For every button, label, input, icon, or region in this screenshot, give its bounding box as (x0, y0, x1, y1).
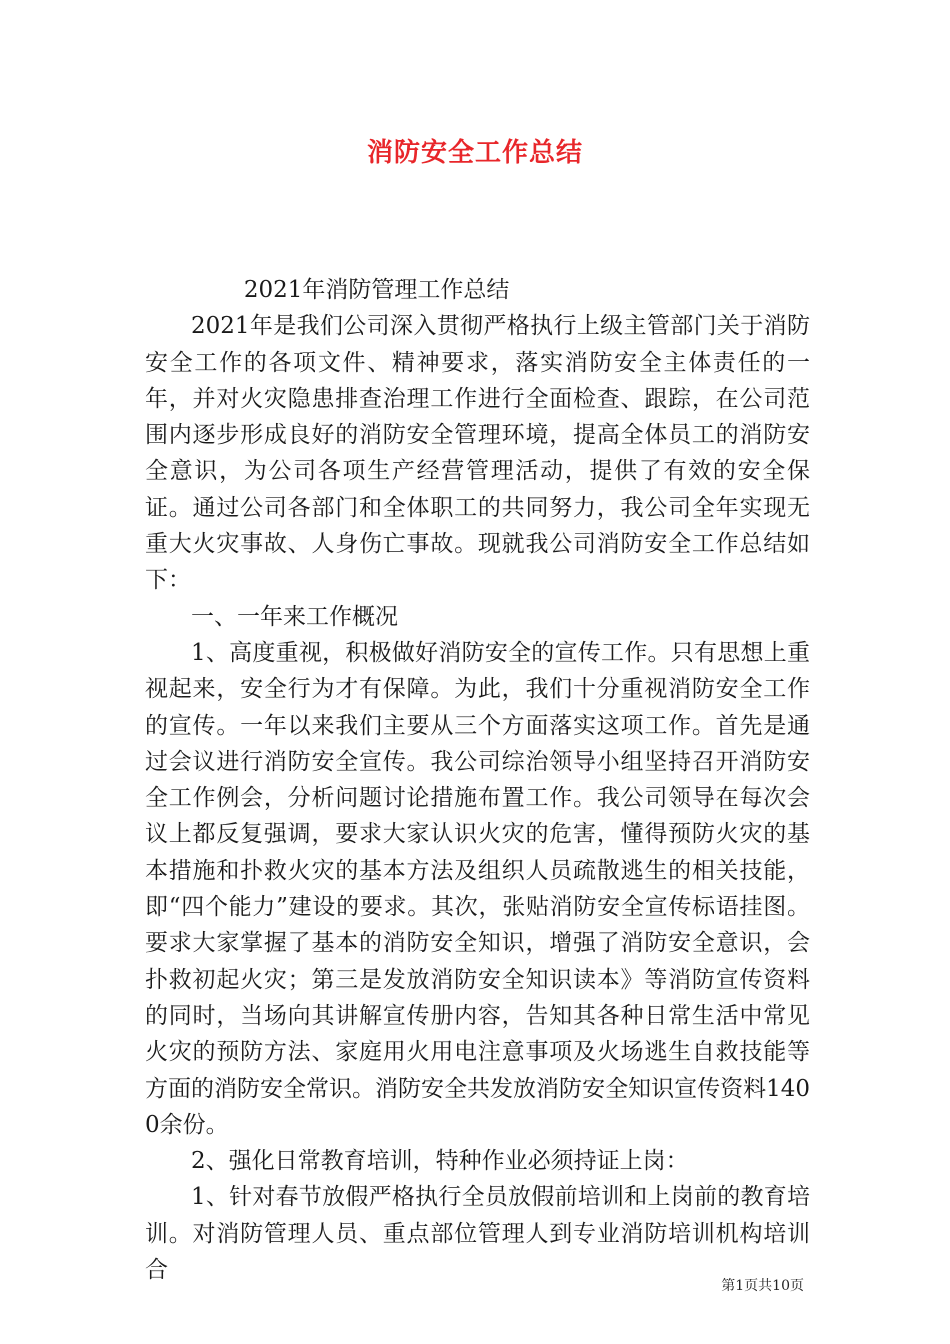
page-indicator: 第1页共10页 (721, 1278, 804, 1294)
section-heading-training: 2、强化日常教育培训，特种作业必须持证上岗： (191, 1148, 689, 1175)
document-title: 消防安全工作总结 (366, 138, 583, 168)
paragraph-intro: 2021年是我们公司深入贯彻严格执行上级主管部门关于消防安全工作的各项文件、精神要求，落实消防安全主体责任的一年，并对火灾隐患排查治理工作进行全面检查、跟踪，在公司范围内逐步形成良好的消防安全管理环境，提高全体员工的消防安全意识，为公司各项生产经营管理活动，提供了有效的安全保证。通过公司各部门和全体职工的共同努力，我公司全年实现无重大火灾事故、人身伤亡事故。现就我公司消防安全工作总结如下： (145, 313, 810, 594)
document-subtitle: 2021年消防管理工作总结 (243, 277, 510, 303)
paragraph-training: 1、针对春节放假严格执行全员放假前培训和上岗前的教育培训。对消防管理人员、重点部位管理人到专业消防培训机构培训合 (145, 1184, 810, 1284)
paragraph-publicity: 1、高度重视，积极做好消防安全的宣传工作。只有思想上重视起来，安全行为才有保障。为此，我们十分重视消防安全工作的宣传。一年以来我们主要从三个方面落实这项工作。首先是通过会议进行消防安全宣传。我公司综治领导小组坚持召开消防安全工作例会，分析问题讨论措施布置工作。我公司领导在每次会议上都反复强调，要求大家认识火灾的危害，懂得预防火灾的基本措施和扑救火灾的基本方法及组织人员疏散逃生的相关技能，即“四个能力”建设的要求。其次，张贴消防安全宣传标语挂图。要求大家掌握了基本的消防安全知识，增强了消防安全意识，会扑救初起火灾；第三是发放消防安全知识读本》等消防宣传资料的同时，当场向其讲解宣传册内容，告知其各种日常生活中常见火灾的预防方法、家庭用火用电注意事项及火场逃生自救技能等方面的消防安全常识。消防安全共发放消防安全知识宣传资料1400余份。 (145, 639, 810, 1138)
section-heading-overview: 一、一年来工作概况 (191, 603, 398, 630)
document-body (145, 272, 810, 1288)
